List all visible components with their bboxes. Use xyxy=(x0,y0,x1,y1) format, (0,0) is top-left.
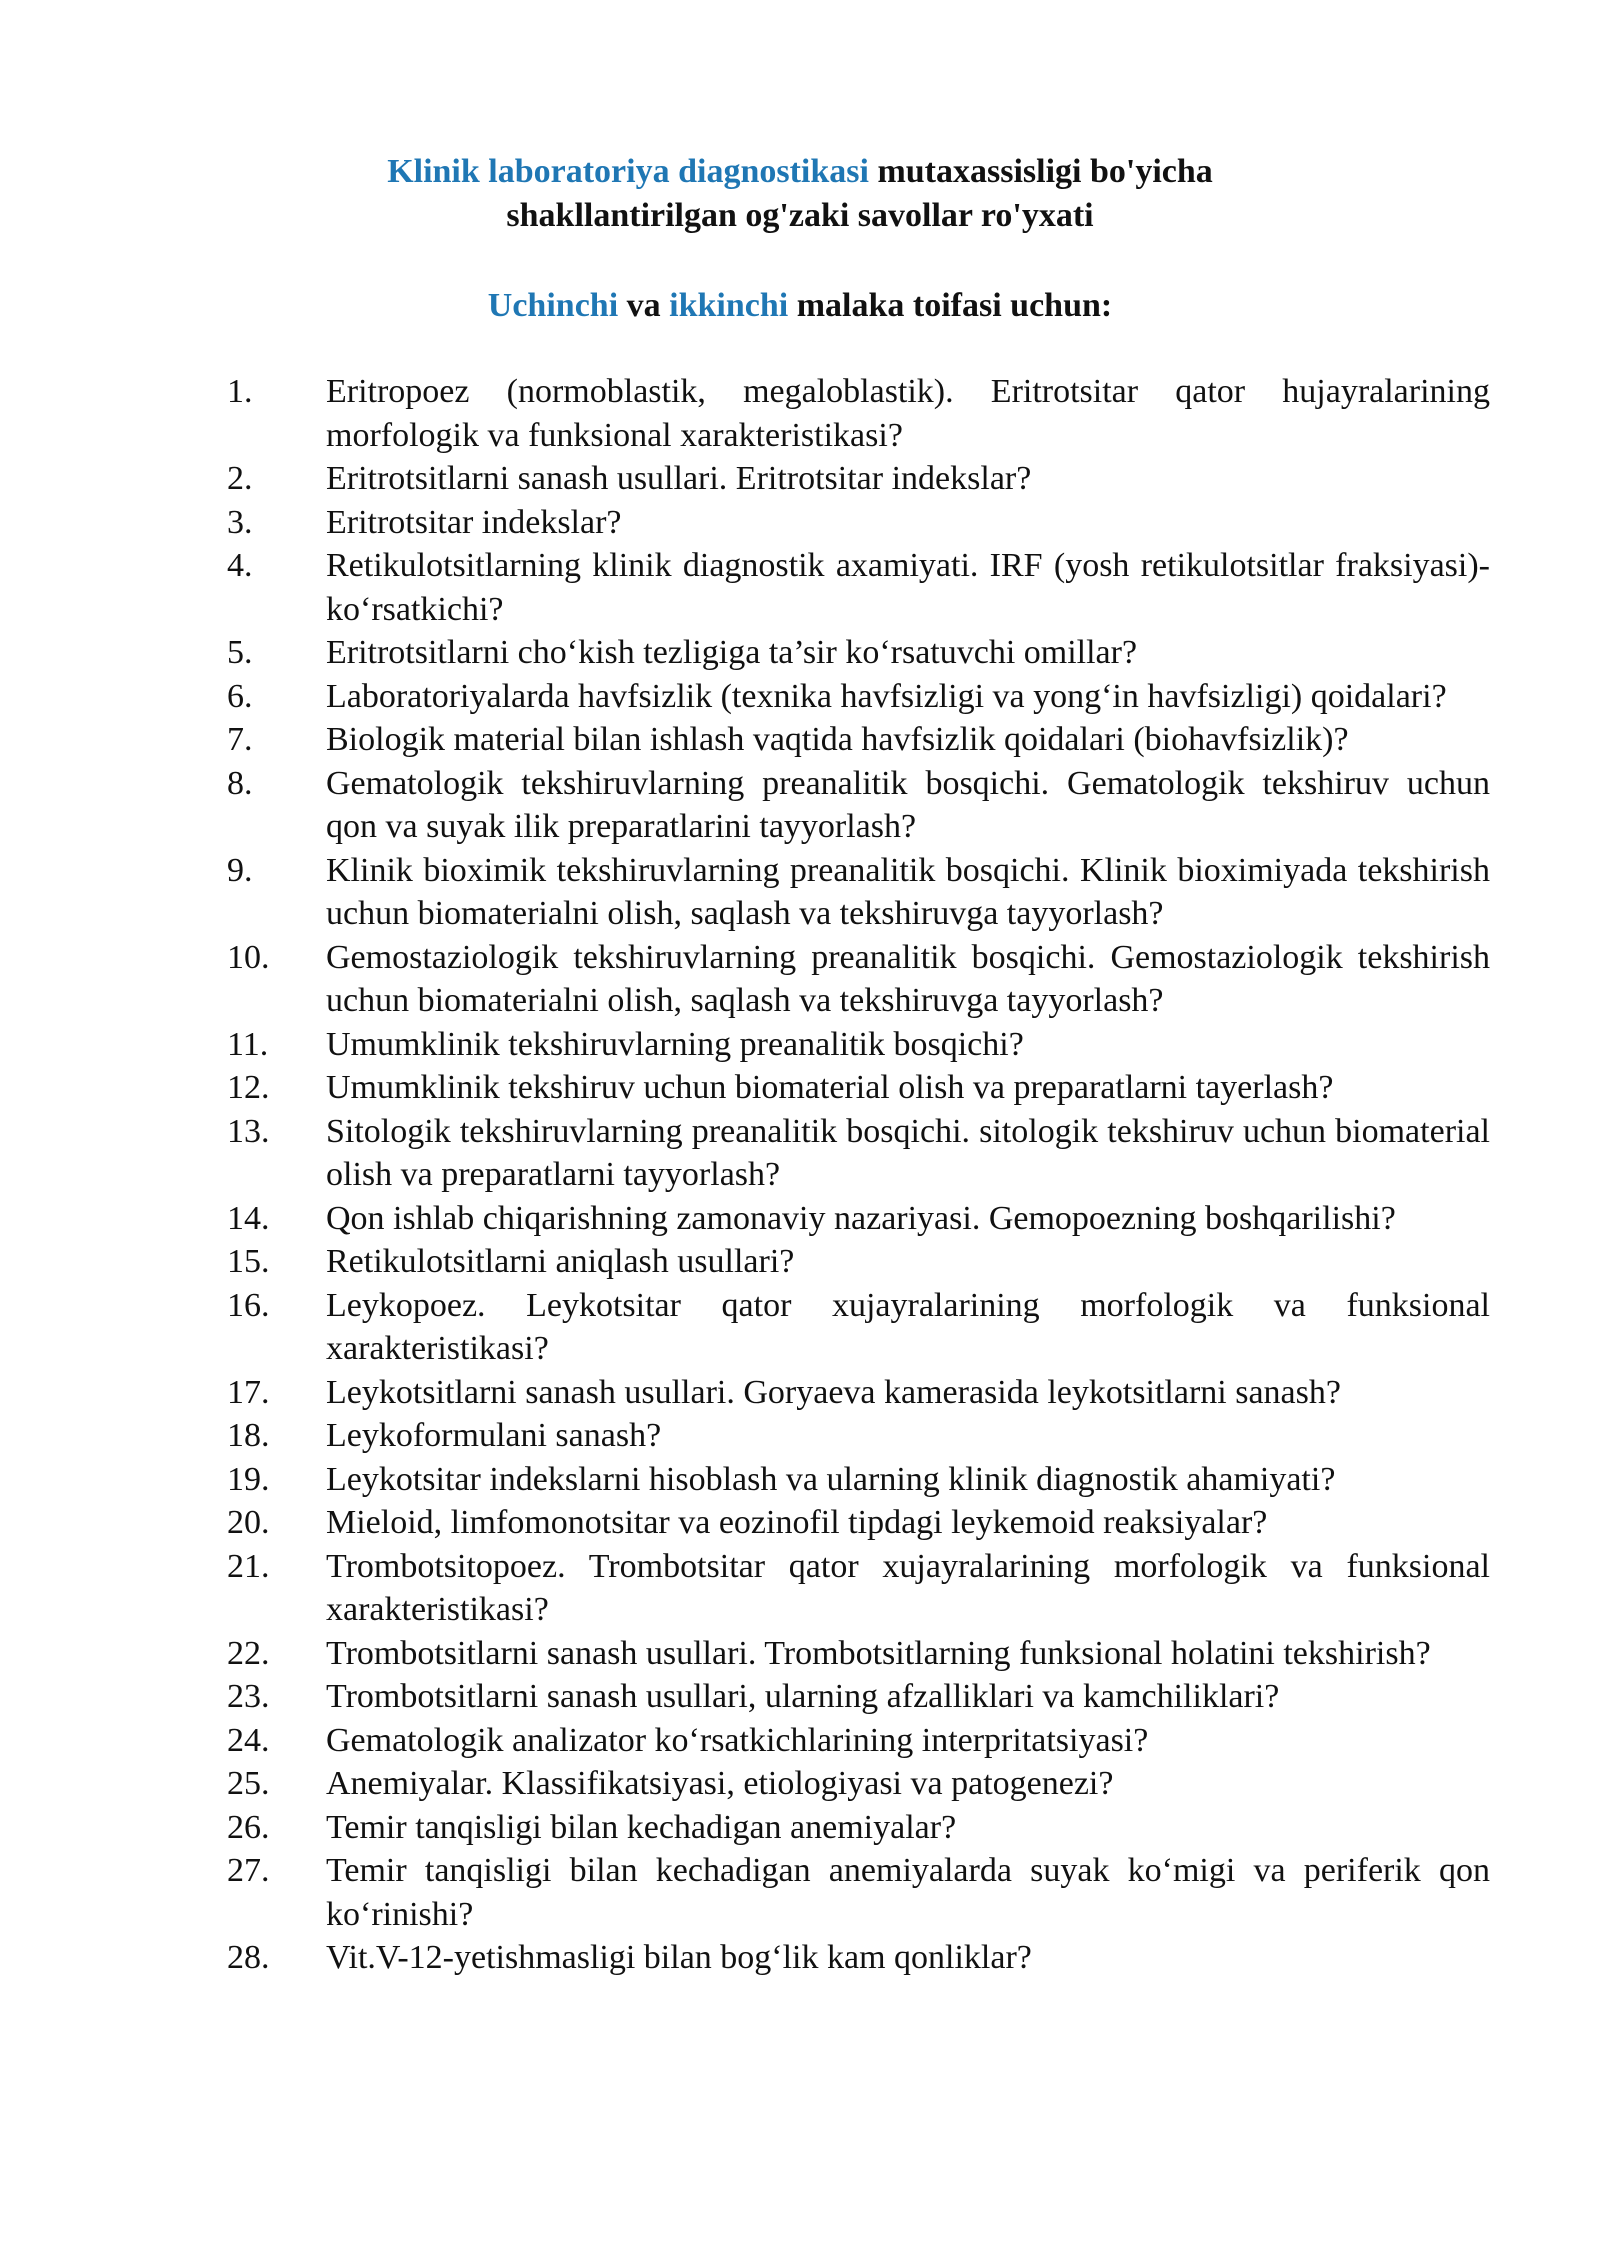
question-item xyxy=(227,1632,1490,1676)
subtitle-category-third: Uchinchi xyxy=(487,287,619,324)
question-number: 27. xyxy=(227,1852,270,1889)
subtitle-category-second: ikkinchi xyxy=(669,287,789,324)
question-item xyxy=(227,1675,1490,1719)
question-text: Retikulotsitlarni aniqlash usullari? xyxy=(326,1243,795,1280)
question-number: 17. xyxy=(227,1373,270,1411)
question-number: 8. xyxy=(227,764,253,802)
question-text: Vit.V-12-yetishmasligi bilan bog‘lik kam qonliklar? xyxy=(326,1939,1032,1976)
question-number: 3. xyxy=(227,503,253,541)
question-item xyxy=(227,1240,1490,1284)
question-number: 18. xyxy=(227,1417,270,1454)
question-number: 25. xyxy=(227,1765,270,1802)
question-text: Leykoformulani sanash? xyxy=(326,1417,662,1454)
question-number: 16. xyxy=(227,1286,270,1324)
question-item xyxy=(227,544,1490,631)
question-item xyxy=(227,675,1490,719)
question-item xyxy=(227,718,1490,762)
question-item xyxy=(227,1110,1490,1197)
question-number: 5. xyxy=(227,634,253,671)
question-text: Eritrotsitlarni sanash usullari. Eritrotsitar indekslar? xyxy=(326,460,1032,497)
question-text: Eritrotsitar indekslar? xyxy=(326,503,622,541)
title-rest: mutaxassisligi bo'yicha xyxy=(868,153,1213,190)
question-text: Eritrotsitlarni cho‘kish tezligiga ta’sir ko‘rsatuvchi omillar? xyxy=(326,634,1138,671)
question-item xyxy=(227,1458,1490,1502)
question-number: 23. xyxy=(227,1678,270,1715)
question-item xyxy=(227,936,1490,1023)
question-item xyxy=(227,501,1490,545)
question-text: Retikulotsitlarning klinik diagnostik axamiyati. IRF (yosh retikulotsitlar fraksiyasi)-ko‘rsatkichi? xyxy=(326,547,1490,628)
question-item xyxy=(227,762,1490,849)
question-item xyxy=(227,370,1490,457)
question-item xyxy=(227,1762,1490,1806)
question-number: 4. xyxy=(227,547,253,584)
question-text: Sitologik tekshiruvlarning preanalitik bosqichi. sitologik tekshiruv uchun biomaterial olish va preparatlarni tayyorlash? xyxy=(326,1112,1490,1193)
title-line-1 xyxy=(0,150,1600,194)
question-text: Leykotsitar indekslarni hisoblash va ularning klinik diagnostik ahamiyati? xyxy=(326,1460,1336,1498)
question-item xyxy=(227,1023,1490,1067)
question-item xyxy=(227,1806,1490,1850)
question-number: 14. xyxy=(227,1199,270,1237)
question-item xyxy=(227,1501,1490,1545)
question-text: Umumklinik tekshiruv uchun biomaterial olish va preparatlarni tayerlash? xyxy=(326,1069,1334,1106)
question-number: 15. xyxy=(227,1243,270,1280)
title-specialty: Klinik laboratoriya diagnostikasi xyxy=(387,153,869,190)
question-item xyxy=(227,1849,1490,1936)
question-number: 1. xyxy=(227,373,253,410)
question-number: 6. xyxy=(227,677,253,715)
question-text: Eritropoez (normoblastik, megaloblastik). Eritrotsitar qator hujayralarining morfologik va funksional xarakteristikasi? xyxy=(326,373,1490,454)
question-number: 28. xyxy=(227,1939,270,1976)
title-line-2: shakllantirilgan og'zaki savollar ro'yxati xyxy=(506,197,1094,234)
question-text: Temir tanqisligi bilan kechadigan anemiyalarda suyak ko‘migi va periferik qon ko‘rinishi? xyxy=(326,1852,1490,1933)
question-text: Gemostaziologik tekshiruvlarning preanalitik bosqichi. Gemostaziologik tekshirish uchun biomaterialni olish, saqlash va tekshiruvga tayyorlash? xyxy=(326,938,1490,1019)
question-text: Leykopoez. Leykotsitar qator xujayralarining morfologik va funksional xarakteristikasi? xyxy=(326,1286,1490,1367)
question-item xyxy=(227,849,1490,936)
question-item xyxy=(227,1284,1490,1371)
question-list xyxy=(227,370,1490,1980)
question-item xyxy=(227,1936,1490,1980)
question-number: 24. xyxy=(227,1721,270,1759)
question-number: 26. xyxy=(227,1808,270,1846)
document-title xyxy=(0,150,1600,238)
question-text: Laboratoriyalarda havfsizlik (texnika havfsizligi va yong‘in havfsizligi) qoidalari? xyxy=(326,677,1447,715)
question-number: 21. xyxy=(227,1547,270,1585)
subtitle-conjunction: va xyxy=(618,287,670,324)
question-number: 13. xyxy=(227,1112,270,1150)
question-text: Trombotsitlarni sanash usullari. Trombotsitlarning funksional holatini tekshirish? xyxy=(326,1634,1431,1672)
document-subtitle xyxy=(0,284,1600,328)
question-number: 9. xyxy=(227,851,253,889)
question-number: 10. xyxy=(227,938,270,976)
question-number: 12. xyxy=(227,1069,270,1106)
question-item xyxy=(227,1545,1490,1632)
question-item xyxy=(227,1371,1490,1415)
question-number: 2. xyxy=(227,460,253,497)
question-text: Gematologik analizator ko‘rsatkichlarining interpritatsiyasi? xyxy=(326,1721,1149,1759)
question-text: Biologik material bilan ishlash vaqtida havfsizlik qoidalari (biohavfsizlik)? xyxy=(326,721,1349,758)
question-text: Gematologik tekshiruvlarning preanalitik bosqichi. Gematologik tekshiruv uchun qon va suyak ilik preparatlarini tayyorlash? xyxy=(326,764,1490,845)
question-item xyxy=(227,457,1490,501)
question-text: Qon ishlab chiqarishning zamonaviy nazariyasi. Gemopoezning boshqarilishi? xyxy=(326,1199,1396,1237)
question-item xyxy=(227,1197,1490,1241)
question-text: Trombotsitlarni sanash usullari, ularning afzalliklari va kamchiliklari? xyxy=(326,1678,1280,1715)
question-number: 20. xyxy=(227,1504,270,1541)
question-text: Temir tanqisligi bilan kechadigan anemiyalar? xyxy=(326,1808,957,1846)
question-item xyxy=(227,1066,1490,1110)
question-number: 7. xyxy=(227,721,253,758)
question-item xyxy=(227,1719,1490,1763)
question-number: 11. xyxy=(227,1025,269,1063)
question-text: Mieloid, limfomonotsitar va eozinofil tipdagi leykemoid reaksiyalar? xyxy=(326,1504,1268,1541)
question-number: 22. xyxy=(227,1634,270,1672)
question-text: Umumklinik tekshiruvlarning preanalitik bosqichi? xyxy=(326,1025,1024,1063)
question-text: Leykotsitlarni sanash usullari. Goryaeva kamerasida leykotsitlarni sanash? xyxy=(326,1373,1341,1411)
question-number: 19. xyxy=(227,1460,270,1498)
question-text: Klinik bioximik tekshiruvlarning preanalitik bosqichi. Klinik bioximiyada tekshirish uchun biomaterialni olish, saqlash va tekshiruvga tayyorlash? xyxy=(326,851,1490,932)
subtitle-rest: malaka toifasi uchun: xyxy=(788,287,1113,324)
question-text: Anemiyalar. Klassifikatsiyasi, etiologiyasi va patogenezi? xyxy=(326,1765,1114,1802)
question-item xyxy=(227,1414,1490,1458)
question-text: Trombotsitopoez. Trombotsitar qator xujayralarining morfologik va funksional xarakteristikasi? xyxy=(326,1547,1490,1628)
question-item xyxy=(227,631,1490,675)
